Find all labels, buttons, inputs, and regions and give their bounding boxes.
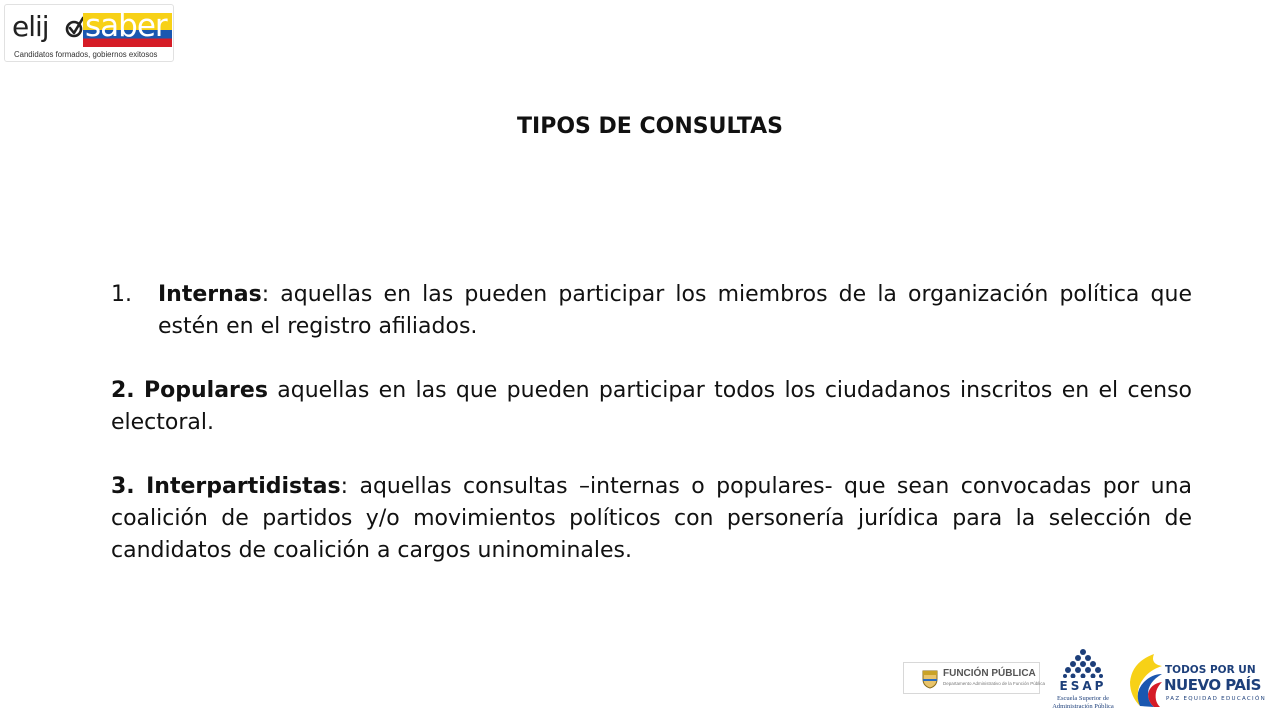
- funcion-publica-name: FUNCIÓN PÚBLICA: [943, 668, 1036, 679]
- item-number: 1.: [111, 282, 132, 307]
- logo-tagline: Candidatos formados, gobiernos exitosos: [14, 50, 158, 59]
- todos-por-un-nuevo-pais-logo: [1124, 650, 1280, 710]
- list-item: [111, 471, 1192, 567]
- esap-logo: [1045, 648, 1121, 710]
- tpnp-line3: PAZ EQUIDAD EDUCACIÓN: [1166, 696, 1267, 702]
- item-term: Internas: [158, 282, 262, 307]
- funcion-publica-subtitle: Departamento Administrativo de la Función Pública: [943, 681, 1046, 686]
- esap-line1: Escuela Superior de: [1057, 695, 1109, 702]
- consultation-types-list: [111, 279, 1192, 567]
- logo-word-elijo: elij: [12, 10, 49, 43]
- funcion-publica-logo: [903, 662, 1046, 694]
- elijo-saber-logo: [4, 4, 174, 62]
- item-term: Interpartidistas: [146, 474, 341, 499]
- colombia-coat-of-arms-icon: [921, 668, 939, 690]
- item-description: : aquellas consultas –internas o populares- que sean convocadas por una coalición de partidos y/o movimientos políticos con personería jurídica para la selección de candidatos de coalición a cargos uninominales.: [111, 474, 1192, 563]
- item-term: Populares: [144, 378, 268, 403]
- tricolor-flame-icon: [1124, 652, 1164, 708]
- item-number: 3.: [111, 474, 135, 499]
- item-description: : aquellas en las pueden participar los miembros de la organización política que estén en el registro afiliados.: [158, 282, 1192, 339]
- esap-line2: Administración Pública: [1052, 703, 1114, 710]
- dot-pyramid-icon: [1062, 648, 1104, 678]
- item-description: aquellas en las que pueden participar todos los ciudadanos inscritos en el censo electoral.: [111, 378, 1193, 435]
- check-icon: [65, 15, 85, 39]
- item-number: 2.: [111, 378, 135, 403]
- tpnp-line1: TODOS POR UN: [1165, 664, 1256, 676]
- logo-word-saber: saber: [85, 8, 167, 44]
- esap-word: ESAP: [1059, 679, 1107, 693]
- item-text: [158, 279, 1192, 343]
- page-title: TIPOS DE CONSULTAS: [517, 114, 783, 139]
- list-item: [111, 279, 1192, 343]
- tpnp-line2: NUEVO PAÍS: [1164, 676, 1261, 694]
- list-item: [111, 375, 1192, 439]
